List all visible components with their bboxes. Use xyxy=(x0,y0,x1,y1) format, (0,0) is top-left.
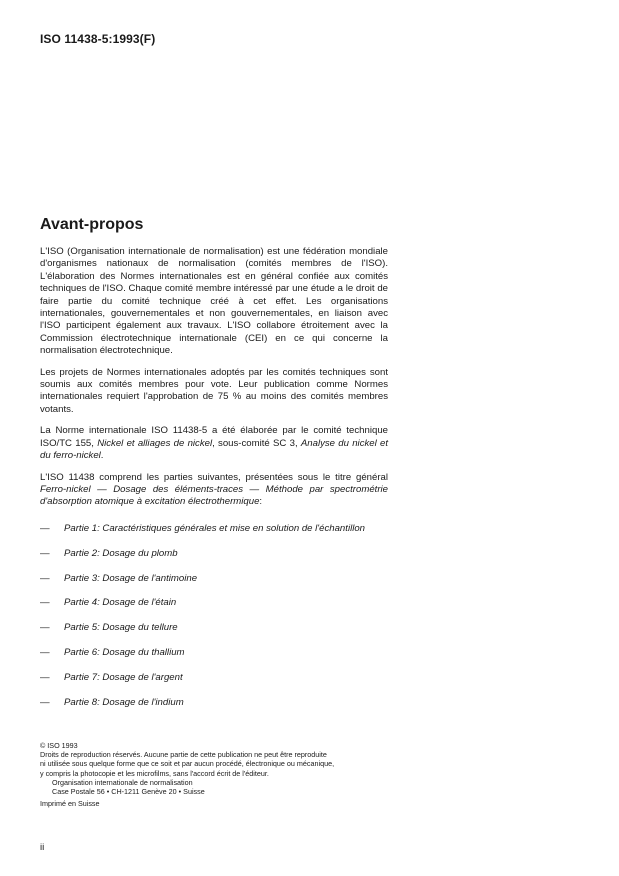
part-label: Partie 8: Dosage de l'indium xyxy=(64,697,184,709)
list-item xyxy=(40,647,388,659)
list-item xyxy=(40,548,388,560)
paragraph-parts-intro xyxy=(40,472,388,509)
list-dash: — xyxy=(40,572,50,584)
part-label: Partie 6: Dosage du thallium xyxy=(64,647,185,659)
copyright-notice: © ISO 1993 xyxy=(40,741,78,750)
paragraph-committee xyxy=(40,425,388,462)
part-label: Partie 4: Dosage de l'étain xyxy=(64,597,177,609)
parts-list xyxy=(40,523,388,710)
part-label: Partie 5: Dosage du tellure xyxy=(64,622,178,634)
foreword-body xyxy=(40,246,388,722)
part-label: Partie 1: Caractéristiques générales et mise en solution de l'échantillon xyxy=(64,522,366,534)
part-label: Partie 7: Dosage de l'argent xyxy=(64,672,183,684)
list-item xyxy=(40,672,388,684)
list-dash: — xyxy=(40,622,50,634)
copyright-rights-line: ni utilisée sous quelque forme que ce soit et par aucun procédé, électronique ou mécanique, xyxy=(40,759,335,769)
list-dash: — xyxy=(40,522,50,534)
printed-in: Imprimé en Suisse xyxy=(40,799,100,809)
list-item xyxy=(40,523,388,535)
section-title: Avant-propos xyxy=(40,216,144,233)
list-item xyxy=(40,697,388,709)
list-item xyxy=(40,597,388,609)
list-dash: — xyxy=(40,547,50,559)
part-label: Partie 2: Dosage du plomb xyxy=(64,547,178,559)
list-dash: — xyxy=(40,597,50,609)
list-dash: — xyxy=(40,647,50,659)
committee-name: Nickel et alliages de nickel xyxy=(97,437,213,449)
list-item xyxy=(40,622,388,634)
document-identifier: ISO 11438-5:1993(F) xyxy=(40,32,156,46)
committee-text: La Norme internationale ISO 11438-5 a été élaborée par le comité technique ISO/TC 155, xyxy=(40,425,388,449)
page-number: ii xyxy=(40,842,45,853)
publisher-name: Organisation internationale de normalisation xyxy=(52,777,193,787)
list-dash: — xyxy=(40,672,50,684)
list-dash: — xyxy=(40,697,50,709)
committee-period: . xyxy=(100,450,104,462)
parts-intro-text: L'ISO 11438 comprend les parties suivantes, présentées sous le titre général xyxy=(40,471,388,483)
list-item xyxy=(40,573,388,585)
parts-intro-colon: : xyxy=(259,496,263,508)
copyright-rights-line: y compris la photocopie et les microfilms, sans l'accord écrit de l'éditeur. xyxy=(40,768,269,778)
subcommittee-name: Analyse du nickel et du ferro-nickel xyxy=(40,437,389,462)
subcommittee-text: , sous-comité SC 3, xyxy=(212,437,301,449)
part-label: Partie 3: Dosage de l'antimoine xyxy=(64,572,198,584)
paragraph-iso-description: L'ISO (Organisation internationale de normalisation) est une fédération mondiale d'organismes nationaux de normalisation (comités membres de l'ISO). L'élaboration des Normes internationales est en général confiée aux comités techniques de l'ISO. Chaque comité membre intéressé par une étude a le droit de faire partie du comité technique créé à cet effet. Les organisations internationales, gouvernementales et non gouvernementales, en liaison avec l'ISO participent également aux travaux. L'ISO collabore étroitement avec la Commission électrotechnique internationale (CEI) en ce qui concerne la normalisation électrotechnique. xyxy=(40,246,388,357)
paragraph-voting: Les projets de Normes internationales adoptés par les comités techniques sont soumis aux comités membres pour vote. Leur publication comme Normes internationales requiert l'approbation de 75 % au moins des comités membres votants. xyxy=(40,366,388,415)
copyright-block xyxy=(40,741,400,808)
publisher-address: Case Postale 56 • CH-1211 Genève 20 • Suisse xyxy=(52,787,205,797)
general-title: Ferro-nickel — Dosage des éléments-traces — Méthode par spectrométrie d'absorption atomique à excitation électrothermique xyxy=(40,483,388,508)
copyright-rights-line: Droits de reproduction réservés. Aucune partie de cette publication ne peut être reproduite xyxy=(40,750,327,760)
